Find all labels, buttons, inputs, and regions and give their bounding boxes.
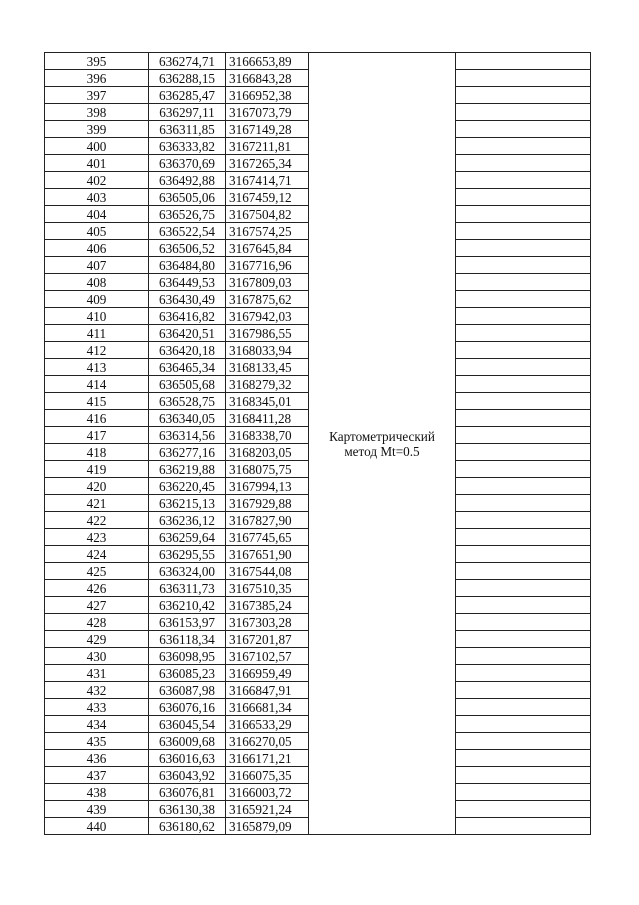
- x-coordinate-cell: 636118,34: [149, 631, 226, 648]
- y-coordinate-cell: 3167265,34: [226, 155, 309, 172]
- x-coordinate-cell: 636180,62: [149, 818, 226, 835]
- method-label-line2: метод Mt=0.5: [344, 443, 420, 459]
- point-number-cell: 433: [45, 699, 149, 716]
- point-number-cell: 406: [45, 240, 149, 257]
- y-coordinate-cell: 3167716,96: [226, 257, 309, 274]
- y-coordinate-cell: 3167745,65: [226, 529, 309, 546]
- x-coordinate-cell: 636314,56: [149, 427, 226, 444]
- point-number-cell: 436: [45, 750, 149, 767]
- x-coordinate-cell: 636430,49: [149, 291, 226, 308]
- y-coordinate-cell: 3166843,28: [226, 70, 309, 87]
- point-number-cell: 400: [45, 138, 149, 155]
- x-coordinate-cell: 636505,06: [149, 189, 226, 206]
- empty-cell: [456, 53, 591, 70]
- x-coordinate-cell: 636526,75: [149, 206, 226, 223]
- point-number-cell: 396: [45, 70, 149, 87]
- empty-cell: [456, 376, 591, 393]
- y-coordinate-cell: 3167651,90: [226, 546, 309, 563]
- x-coordinate-cell: 636416,82: [149, 308, 226, 325]
- point-number-cell: 395: [45, 53, 149, 70]
- point-number-cell: 422: [45, 512, 149, 529]
- y-coordinate-cell: 3166952,38: [226, 87, 309, 104]
- point-number-cell: 437: [45, 767, 149, 784]
- point-number-cell: 410: [45, 308, 149, 325]
- y-coordinate-cell: 3168203,05: [226, 444, 309, 461]
- y-coordinate-cell: 3166003,72: [226, 784, 309, 801]
- y-coordinate-cell: 3167303,28: [226, 614, 309, 631]
- point-number-cell: 415: [45, 393, 149, 410]
- y-coordinate-cell: 3166533,29: [226, 716, 309, 733]
- x-coordinate-cell: 636465,34: [149, 359, 226, 376]
- x-coordinate-cell: 636087,98: [149, 682, 226, 699]
- y-coordinate-cell: 3167986,55: [226, 325, 309, 342]
- y-coordinate-cell: 3168345,01: [226, 393, 309, 410]
- x-coordinate-cell: 636370,69: [149, 155, 226, 172]
- point-number-cell: 398: [45, 104, 149, 121]
- empty-cell: [456, 342, 591, 359]
- empty-cell: [456, 682, 591, 699]
- point-number-cell: 402: [45, 172, 149, 189]
- x-coordinate-cell: 636285,47: [149, 87, 226, 104]
- x-coordinate-cell: 636420,18: [149, 342, 226, 359]
- point-number-cell: 421: [45, 495, 149, 512]
- empty-cell: [456, 393, 591, 410]
- x-coordinate-cell: 636210,42: [149, 597, 226, 614]
- empty-cell: [456, 546, 591, 563]
- x-coordinate-cell: 636311,85: [149, 121, 226, 138]
- point-number-cell: 414: [45, 376, 149, 393]
- point-number-cell: 419: [45, 461, 149, 478]
- x-coordinate-cell: 636522,54: [149, 223, 226, 240]
- x-coordinate-cell: 636333,82: [149, 138, 226, 155]
- y-coordinate-cell: 3167544,08: [226, 563, 309, 580]
- coordinates-table-body: [45, 53, 591, 835]
- y-coordinate-cell: 3167827,90: [226, 512, 309, 529]
- point-number-cell: 438: [45, 784, 149, 801]
- empty-cell: [456, 410, 591, 427]
- empty-cell: [456, 614, 591, 631]
- point-number-cell: 411: [45, 325, 149, 342]
- empty-cell: [456, 189, 591, 206]
- y-coordinate-cell: 3167645,84: [226, 240, 309, 257]
- y-coordinate-cell: 3167414,71: [226, 172, 309, 189]
- empty-cell: [456, 291, 591, 308]
- y-coordinate-cell: 3166270,05: [226, 733, 309, 750]
- y-coordinate-cell: 3168033,94: [226, 342, 309, 359]
- x-coordinate-cell: 636274,71: [149, 53, 226, 70]
- y-coordinate-cell: 3166847,91: [226, 682, 309, 699]
- point-number-cell: 404: [45, 206, 149, 223]
- x-coordinate-cell: 636076,81: [149, 784, 226, 801]
- empty-cell: [456, 597, 591, 614]
- point-number-cell: 413: [45, 359, 149, 376]
- y-coordinate-cell: 3168338,70: [226, 427, 309, 444]
- point-number-cell: 427: [45, 597, 149, 614]
- point-number-cell: 420: [45, 478, 149, 495]
- y-coordinate-cell: 3167574,25: [226, 223, 309, 240]
- x-coordinate-cell: 636153,97: [149, 614, 226, 631]
- y-coordinate-cell: 3167459,12: [226, 189, 309, 206]
- point-number-cell: 430: [45, 648, 149, 665]
- point-number-cell: 432: [45, 682, 149, 699]
- empty-cell: [456, 427, 591, 444]
- empty-cell: [456, 70, 591, 87]
- y-coordinate-cell: 3168411,28: [226, 410, 309, 427]
- x-coordinate-cell: 636219,88: [149, 461, 226, 478]
- x-coordinate-cell: 636130,38: [149, 801, 226, 818]
- x-coordinate-cell: 636506,52: [149, 240, 226, 257]
- point-number-cell: 408: [45, 274, 149, 291]
- point-number-cell: 431: [45, 665, 149, 682]
- empty-cell: [456, 818, 591, 835]
- point-number-cell: 403: [45, 189, 149, 206]
- point-number-cell: 424: [45, 546, 149, 563]
- x-coordinate-cell: 636288,15: [149, 70, 226, 87]
- empty-cell: [456, 121, 591, 138]
- empty-cell: [456, 461, 591, 478]
- x-coordinate-cell: 636085,23: [149, 665, 226, 682]
- y-coordinate-cell: 3167929,88: [226, 495, 309, 512]
- x-coordinate-cell: 636449,53: [149, 274, 226, 291]
- x-coordinate-cell: 636420,51: [149, 325, 226, 342]
- x-coordinate-cell: 636045,54: [149, 716, 226, 733]
- x-coordinate-cell: 636016,63: [149, 750, 226, 767]
- empty-cell: [456, 750, 591, 767]
- point-number-cell: 405: [45, 223, 149, 240]
- y-coordinate-cell: 3165879,09: [226, 818, 309, 835]
- y-coordinate-cell: 3167211,81: [226, 138, 309, 155]
- y-coordinate-cell: 3167875,62: [226, 291, 309, 308]
- y-coordinate-cell: 3167201,87: [226, 631, 309, 648]
- y-coordinate-cell: 3166653,89: [226, 53, 309, 70]
- empty-cell: [456, 172, 591, 189]
- point-number-cell: 423: [45, 529, 149, 546]
- empty-cell: [456, 359, 591, 376]
- empty-cell: [456, 478, 591, 495]
- y-coordinate-cell: 3167510,35: [226, 580, 309, 597]
- point-number-cell: 439: [45, 801, 149, 818]
- point-number-cell: 434: [45, 716, 149, 733]
- empty-cell: [456, 529, 591, 546]
- point-number-cell: 401: [45, 155, 149, 172]
- y-coordinate-cell: 3167942,03: [226, 308, 309, 325]
- empty-cell: [456, 784, 591, 801]
- y-coordinate-cell: 3166681,34: [226, 699, 309, 716]
- empty-cell: [456, 308, 591, 325]
- x-coordinate-cell: 636528,75: [149, 393, 226, 410]
- empty-cell: [456, 274, 591, 291]
- y-coordinate-cell: 3166075,35: [226, 767, 309, 784]
- empty-cell: [456, 648, 591, 665]
- y-coordinate-cell: 3167809,03: [226, 274, 309, 291]
- x-coordinate-cell: 636259,64: [149, 529, 226, 546]
- y-coordinate-cell: 3166171,21: [226, 750, 309, 767]
- y-coordinate-cell: 3167994,13: [226, 478, 309, 495]
- point-number-cell: 435: [45, 733, 149, 750]
- point-number-cell: 429: [45, 631, 149, 648]
- y-coordinate-cell: 3168279,32: [226, 376, 309, 393]
- x-coordinate-cell: 636295,55: [149, 546, 226, 563]
- empty-cell: [456, 665, 591, 682]
- y-coordinate-cell: 3168075,75: [226, 461, 309, 478]
- empty-cell: [456, 87, 591, 104]
- y-coordinate-cell: 3168133,45: [226, 359, 309, 376]
- y-coordinate-cell: 3166959,49: [226, 665, 309, 682]
- empty-cell: [456, 206, 591, 223]
- y-coordinate-cell: 3167102,57: [226, 648, 309, 665]
- point-number-cell: 416: [45, 410, 149, 427]
- empty-cell: [456, 580, 591, 597]
- empty-cell: [456, 767, 591, 784]
- empty-cell: [456, 155, 591, 172]
- empty-cell: [456, 631, 591, 648]
- x-coordinate-cell: 636311,73: [149, 580, 226, 597]
- point-number-cell: 440: [45, 818, 149, 835]
- x-coordinate-cell: 636076,16: [149, 699, 226, 716]
- point-number-cell: 426: [45, 580, 149, 597]
- point-number-cell: 412: [45, 342, 149, 359]
- point-number-cell: 409: [45, 291, 149, 308]
- empty-cell: [456, 223, 591, 240]
- point-number-cell: 397: [45, 87, 149, 104]
- empty-cell: [456, 716, 591, 733]
- empty-cell: [456, 563, 591, 580]
- empty-cell: [456, 801, 591, 818]
- x-coordinate-cell: 636505,68: [149, 376, 226, 393]
- empty-cell: [456, 444, 591, 461]
- empty-cell: [456, 512, 591, 529]
- table-row: [45, 53, 591, 70]
- empty-cell: [456, 733, 591, 750]
- y-coordinate-cell: 3167073,79: [226, 104, 309, 121]
- empty-cell: [456, 257, 591, 274]
- y-coordinate-cell: 3167504,82: [226, 206, 309, 223]
- x-coordinate-cell: 636484,80: [149, 257, 226, 274]
- point-number-cell: 425: [45, 563, 149, 580]
- empty-cell: [456, 495, 591, 512]
- y-coordinate-cell: 3167385,24: [226, 597, 309, 614]
- method-cell: [309, 53, 456, 835]
- x-coordinate-cell: 636009,68: [149, 733, 226, 750]
- x-coordinate-cell: 636340,05: [149, 410, 226, 427]
- point-number-cell: 418: [45, 444, 149, 461]
- coordinates-table: [44, 52, 591, 835]
- method-label-line1: Картометрический: [329, 428, 435, 444]
- x-coordinate-cell: 636043,92: [149, 767, 226, 784]
- point-number-cell: 428: [45, 614, 149, 631]
- empty-cell: [456, 104, 591, 121]
- point-number-cell: 399: [45, 121, 149, 138]
- x-coordinate-cell: 636297,11: [149, 104, 226, 121]
- empty-cell: [456, 138, 591, 155]
- x-coordinate-cell: 636324,00: [149, 563, 226, 580]
- x-coordinate-cell: 636215,13: [149, 495, 226, 512]
- x-coordinate-cell: 636236,12: [149, 512, 226, 529]
- empty-cell: [456, 325, 591, 342]
- point-number-cell: 407: [45, 257, 149, 274]
- x-coordinate-cell: 636277,16: [149, 444, 226, 461]
- x-coordinate-cell: 636220,45: [149, 478, 226, 495]
- x-coordinate-cell: 636098,95: [149, 648, 226, 665]
- y-coordinate-cell: 3167149,28: [226, 121, 309, 138]
- x-coordinate-cell: 636492,88: [149, 172, 226, 189]
- empty-cell: [456, 240, 591, 257]
- empty-cell: [456, 699, 591, 716]
- point-number-cell: 417: [45, 427, 149, 444]
- y-coordinate-cell: 3165921,24: [226, 801, 309, 818]
